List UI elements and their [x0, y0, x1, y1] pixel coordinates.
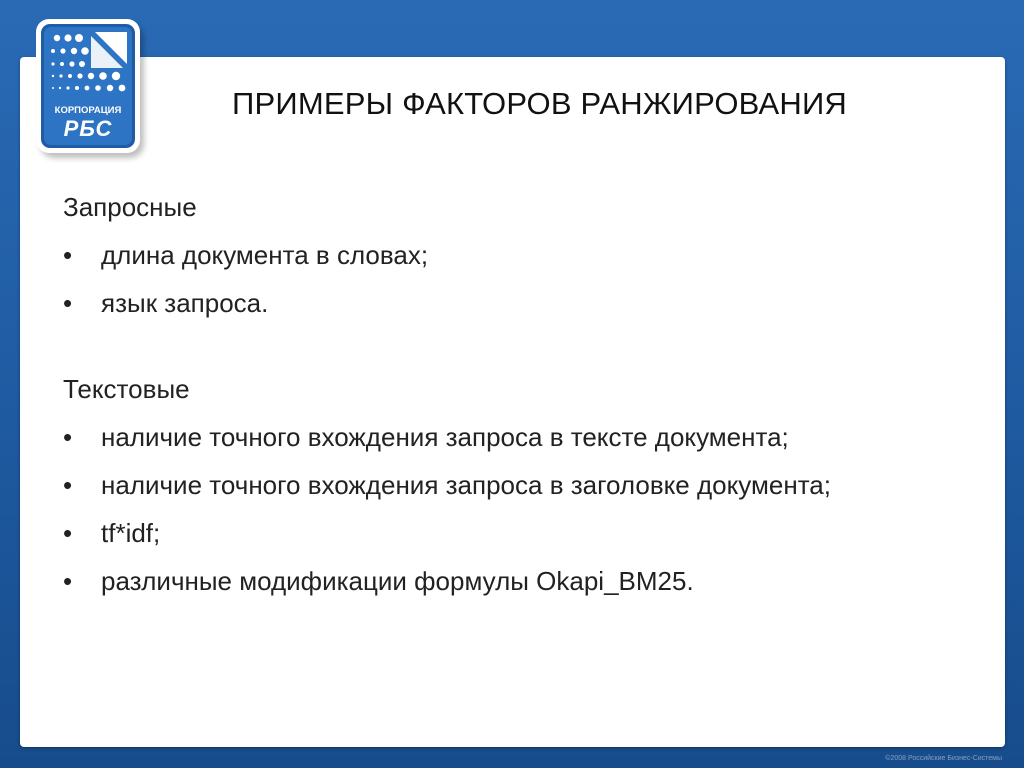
list-item	[63, 514, 983, 552]
section-query	[63, 188, 983, 322]
bullet-icon: •	[63, 470, 73, 500]
list-item-text: различные модификации формулы Okapi_BM25.	[101, 566, 694, 596]
section-heading: Текстовые	[63, 374, 190, 404]
logo-line2: РБС	[63, 116, 113, 141]
list-item-text: наличие точного вхождения запроса в тексте документа;	[101, 422, 789, 452]
bullet-icon: •	[63, 518, 73, 548]
list-item-text: длина документа в словах;	[101, 240, 429, 270]
list-item-text: tf*idf;	[101, 518, 161, 548]
list-item	[63, 418, 983, 456]
list-item	[63, 236, 983, 274]
slide-content	[63, 188, 983, 600]
list-item-text: наличие точного вхождения запроса в заголовке документа;	[101, 470, 831, 500]
bullet-icon: •	[63, 566, 73, 596]
bullet-list	[63, 236, 983, 322]
bullet-icon: •	[63, 240, 73, 270]
rbs-corporation-logo	[35, 18, 141, 154]
section-heading: Запросные	[63, 192, 197, 222]
list-item-text: язык запроса.	[101, 288, 269, 318]
section-spacer	[63, 322, 983, 370]
bullet-list	[63, 418, 983, 600]
list-item	[63, 562, 983, 600]
list-item	[63, 466, 983, 504]
list-item	[63, 284, 983, 322]
section-text	[63, 370, 983, 600]
logo-line1: КОРПОРАЦИЯ	[54, 105, 122, 116]
copyright-footer: ©2008 Российские Бизнес-Системы	[885, 755, 1002, 762]
bullet-icon: •	[63, 422, 73, 452]
bullet-icon: •	[63, 288, 73, 318]
slide-title: ПРИМЕРЫ ФАКТОРОВ РАНЖИРОВАНИЯ	[232, 86, 848, 121]
